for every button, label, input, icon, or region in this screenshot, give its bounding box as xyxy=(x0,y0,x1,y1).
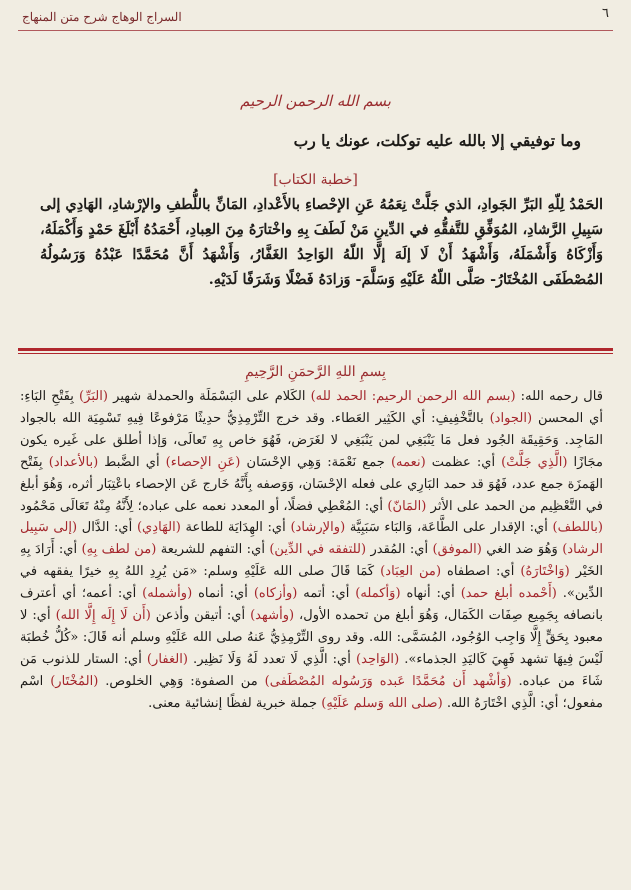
quoted-matn-phrase: (وأشهد) xyxy=(250,608,295,624)
quoted-matn-phrase: (وَاخْتَارَهُ) xyxy=(520,564,570,580)
commentary-phrase: بِفَتْحِ البَاءِ: أي المحسن xyxy=(20,389,603,426)
commentary-text xyxy=(20,386,603,715)
commentary-phrase: أي: أعمه؛ أي أعترف بانصافه بِجَمِيع صِفَات الكَمَال، وَهُوَ أبلغ من تحمده الأول، xyxy=(20,586,604,624)
quoted-matn-phrase: (الموفق) xyxy=(432,542,482,558)
quoted-matn-phrase: (وأزكاه) xyxy=(253,586,298,602)
running-header xyxy=(0,6,631,32)
commentary-phrase: قال رحمه الله: xyxy=(515,389,603,404)
quoted-matn-phrase: (عَنِ الإحصاء) xyxy=(165,454,241,470)
quoted-matn-phrase: (المَانّ) xyxy=(387,498,427,514)
commentary-phrase: أي: اصطفاه xyxy=(441,564,521,580)
quoted-matn-phrase: (الهَادِي) xyxy=(136,520,181,536)
quoted-matn-phrase: (بالأعداد) xyxy=(48,454,99,470)
commentary-phrase: أي: المُقدر xyxy=(366,542,433,558)
matn-text: الحَمْدُ لِلّهِ البَرِّ الجَوادِ، الذي جَلَّتْ نِعَمُهُ عَنِ الإحْصاءِ بالأَعْدادِ، المَانِّ باللُّطفِ والإرْشادِ، الهَادِي إلى سَبِيلِ الرَّشادِ، المُوَفِّقِ للتَّفقُّهِ في الدِّينِ مَنْ لَطَفَ بِهِ واخْتارَهُ مِنَ العِبادِ، أَحْمَدُهُ أَبْلَغَ حَمْدٍ وَأَكْمَلَهُ، وَأَزْكَاهُ وَأَشْمَلَهُ، وَأَشْهَدُ أَنْ لَا إلَهَ إلَّا اللّهُ الوَاحِدُ الغَفَّارُ، وَأَشْهَدُ أَنَّ مُحَمَّدًا عَبْدُهُ وَرَسُولُهُ المُصْطَفَى المُخْتَارُ- صَلَّى اللّهُ عَلَيْهِ وَسَلَّمَ- وَزادَهُ فَضْلًا وَشَرَفًا لَدَيْهِ. xyxy=(40,196,603,288)
section-divider-thin xyxy=(18,353,613,354)
quoted-matn-phrase: (أَن لَا إِلَه إِلَّا الله) xyxy=(55,608,151,624)
commentary-phrase: أي: الهِدَايَة للطاعة xyxy=(180,520,291,536)
quoted-matn-phrase: (البَرِّ) xyxy=(78,389,109,404)
quoted-matn-phrase: (بسم الله الرحمن الرحيم: الحمد لله) xyxy=(310,389,516,404)
intro-line: وما توفيقي إلا بالله عليه توكلت، عونك يا رب xyxy=(293,131,581,150)
quoted-matn-phrase: (من العِبَاد) xyxy=(380,564,442,580)
commentary-phrase: أي: أَرَادَ بِهِ الخَيْر xyxy=(20,542,604,580)
commentary-phrase: أي: الدَّال xyxy=(77,520,137,536)
commentary-phrase: اسْم مفعول؛ أي: الَّذِي اخْتَارَهُ الله. xyxy=(20,673,603,711)
quoted-matn-phrase: (الوَاحِد) xyxy=(355,651,400,667)
section-divider xyxy=(18,348,613,351)
commentary-phrase: أي الضَّبط xyxy=(98,454,166,470)
commentary-paragraph xyxy=(20,386,603,715)
commentary-phrase: أي: الستار للذنوب مَن شَاءَ من عباده. xyxy=(20,651,603,689)
header-rule xyxy=(18,30,613,31)
commentary-phrase: أي: أنماه xyxy=(192,586,254,602)
commentary-phrase: أي: أنهاه xyxy=(400,586,461,602)
commentary-phrase: جمع نَعْمَة: وَهِي الإحْسَان xyxy=(240,454,391,470)
book-title: السراج الوهاج شرح متن المنهاج xyxy=(22,10,182,24)
quoted-matn-phrase: (المُخْتَار) xyxy=(50,673,99,689)
commentary-phrase: أي: أتمه xyxy=(297,586,356,602)
commentary-phrase: جملة خبرية لفظًا إنشائية معنى. xyxy=(148,695,322,711)
quoted-matn-phrase: (وَأشْهد أَن مُحَمَّدًا عَبده وَرَسُوله المُصْطَفى) xyxy=(264,673,512,689)
quoted-matn-phrase: (باللطف) xyxy=(552,520,604,536)
quoted-matn-phrase: (للتفقه في الدِّين) xyxy=(269,542,367,558)
commentary-phrase: من الصفوة: وَهِي الخلوص. xyxy=(98,673,265,689)
quoted-matn-phrase: (وَأكمله) xyxy=(355,586,401,602)
commentary-phrase: بالتَّخْفِيفِ: أي الكَثِير العَطاء. وقد خرج التِّرْمِذِيُّ حدِيثًا مَرْفوعًا فِيهِ تَسْمِيَة الله بالجواد المَاجِد. وَحَقِيقَة الجُود فعل مَا يَنْبَغِي لمن يَنْبَغِي لا لغَرَض، فَهُوَ خاص بِهِ تَعالَى، وَإذا أطلق على غَيره يكون مجَازًا xyxy=(20,410,603,470)
commentary-phrase: بِفَتْح الهَمزَة جمع عدد، فَهُوَ قد حمد البَارِي على فعله الإحْسَان، وَوَصفه بِأَنَّهُ خَارج عَن الإحصاء باعْتِبَار أثره، وَهُوَ أبلغ في التَّعْظِيم من الحمد على الأثر xyxy=(20,454,603,514)
commentary-phrase: أي: المُعْطِي فضلًا، أو المعدد نعمه على عباده؛ لِأَنَّهُ مِنْهُ تَعَالَى مَحْمُود xyxy=(20,498,388,514)
commentary-phrase: أي: الَّذِي لَا تعدد لَهُ وَلَا نَظِير. xyxy=(188,651,356,667)
commentary-phrase: وَهُوَ ضد الغي xyxy=(481,542,563,558)
commentary-basmala: بِسمِ اللهِ الرَّحمَنِ الرَّحِيمِ xyxy=(245,364,386,380)
quoted-matn-phrase: (الجواد) xyxy=(489,410,533,426)
commentary-phrase: أي: أتيقن وأذعن xyxy=(150,608,251,624)
quoted-matn-phrase: (أَحْمده أبلغ حمد) xyxy=(460,586,557,602)
quoted-matn-phrase: (وأشمله) xyxy=(142,586,193,602)
commentary-phrase: الكَلام على البَسْمَلَة والحمدلة شهير xyxy=(108,389,311,404)
quoted-matn-phrase: (صلى الله وَسلم عَلَيْهِ) xyxy=(321,695,443,711)
commentary-phrase: أي: التفهم للشريعة xyxy=(156,542,270,558)
quoted-matn-phrase: (من لطف بِهِ) xyxy=(81,542,157,558)
quoted-matn-phrase: (نعمه) xyxy=(390,454,426,470)
commentary-phrase: كَمَا قَالَ صلى الله عَلَيْهِ وسلم: «مَن يُرِدِ اللهُ بِهِ خيرًا يفقهه في الدِّين». xyxy=(20,564,603,602)
quoted-matn-phrase: (والإرشاد) xyxy=(290,520,346,536)
commentary-phrase: أي: الإقدار على الطَّاعَة، وَالبَاء سَبَبِيَّة xyxy=(345,520,553,536)
quoted-matn-phrase: (إلى سَبِيل الرشاد) xyxy=(20,520,603,558)
basmala-calligraphy: بسم الله الرحمن الرحيم xyxy=(240,92,391,110)
quoted-matn-phrase: (الغفار) xyxy=(146,651,189,667)
commentary-phrase: أي: عظمت xyxy=(425,454,502,470)
page-number: ٦ xyxy=(602,6,609,21)
quoted-matn-phrase: (الَّذِي جَلَّتْ) xyxy=(501,454,568,470)
section-title: [خطبة الكتاب] xyxy=(273,172,358,188)
commentary-phrase: أي: لا معبود بِحَقٍّ إِلَّا وَاجِب الوُجُود، المُسَمَّى: الله. وقد روى التِّرْمِذِيُّ عَنهُ صلى الله عَلَيْهِ وسلم أنه قَالَ: «كُلُّ خُطبَة لَيْسَ فِيهَا تشهد فَهِيَ كَاليَدِ الجذماء». xyxy=(20,608,604,667)
